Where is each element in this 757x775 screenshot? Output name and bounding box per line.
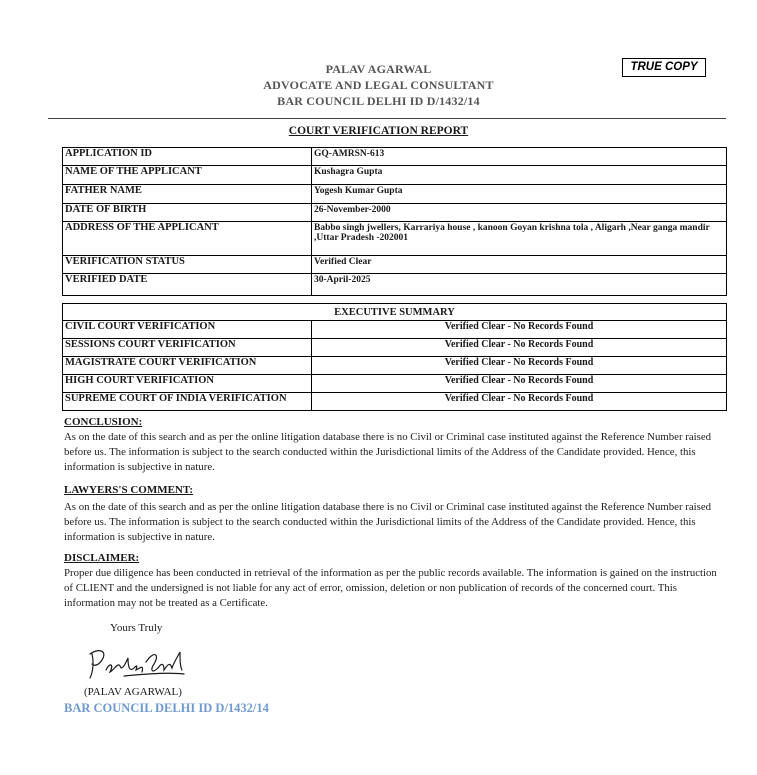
detail-label: APPLICATION ID <box>63 148 312 166</box>
summary-label: SUPREME COURT OF INDIA VERIFICATION <box>63 393 312 411</box>
detail-row-address <box>63 222 727 256</box>
advocate-name: PALAV AGARWAL <box>325 62 432 76</box>
detail-row-date-of-birth <box>63 204 727 222</box>
summary-label: CIVIL COURT VERIFICATION <box>63 321 312 339</box>
detail-label: VERIFICATION STATUS <box>63 256 312 274</box>
summary-header-row <box>63 304 727 321</box>
summary-row-civil <box>63 321 727 339</box>
summary-label: SESSIONS COURT VERIFICATION <box>63 339 312 357</box>
detail-value: 30-April-2025 <box>312 274 727 296</box>
summary-row-supreme-court <box>63 393 727 411</box>
advocate-role: ADVOCATE AND LEGAL CONSULTANT <box>263 78 494 92</box>
detail-value: Yogesh Kumar Gupta <box>312 185 727 204</box>
detail-label: NAME OF THE APPLICANT <box>63 166 312 185</box>
lawyers-comment-heading: LAWYERS'S COMMENT: <box>64 484 194 496</box>
lawyers-comment-text: As on the date of this search and as per the online litigation database there is no Civil or Criminal case instituted against the Reference Number raised before us. The information is subject to the search conducted within the Jurisdictional limits of the Address of the Candidate provided. Hence, this information is subjective in nature. <box>64 501 712 543</box>
detail-label: ADDRESS OF THE APPLICANT <box>63 222 312 256</box>
summary-row-magistrate <box>63 357 727 375</box>
executive-summary-table <box>62 303 727 411</box>
detail-value: Verified Clear <box>312 256 727 274</box>
applicant-details-table <box>62 147 727 296</box>
signatory-bar-id: BAR COUNCIL DELHI ID D/1432/14 <box>64 701 269 715</box>
summary-value: Verified Clear - No Records Found <box>312 357 727 375</box>
signatory-name: (PALAV AGARWAL) <box>84 686 182 698</box>
summary-label: MAGISTRATE COURT VERIFICATION <box>63 357 312 375</box>
header-divider <box>48 118 726 119</box>
detail-value: 26-November-2000 <box>312 204 727 222</box>
detail-label: DATE OF BIRTH <box>63 204 312 222</box>
detail-row-verification-status <box>63 256 727 274</box>
detail-row-father-name <box>63 185 727 204</box>
detail-value: Kushagra Gupta <box>312 166 727 185</box>
report-title: COURT VERIFICATION REPORT <box>288 125 469 137</box>
detail-row-applicant-name <box>63 166 727 185</box>
detail-value: Babbo singh jwellers, Karrariya house , kanoon Goyan krishna tola , Aligarh ,Near ganga mandir ,Uttar Pradesh -202001 <box>312 222 727 256</box>
disclaimer-text: Proper due diligence has been conducted in retrieval of the information as per the public records available. The information is gained on the instruction of CLIENT and the undersigned is not liable for any act of error, omission, deletion or non publication of records of the concerned court. This information may not be treated as a Certificate. <box>64 567 717 609</box>
summary-row-high-court <box>63 375 727 393</box>
conclusion-text: As on the date of this search and as per the online litigation database there is no Civil or Criminal case instituted against the Reference Number raised before us. The information is subject to the search conducted within the Jurisdictional limits of the Address of the Candidate provided. Hence, this information is subjective in nature. <box>64 431 712 473</box>
detail-label: VERIFIED DATE <box>63 274 312 296</box>
summary-label: HIGH COURT VERIFICATION <box>63 375 312 393</box>
advocate-bar-id: BAR COUNCIL DELHI ID D/1432/14 <box>277 94 480 108</box>
detail-value: GQ-AMRSN-613 <box>312 148 727 166</box>
disclaimer-heading: DISCLAIMER: <box>64 552 140 564</box>
detail-row-verified-date <box>63 274 727 296</box>
detail-label: FATHER NAME <box>63 185 312 204</box>
summary-value: Verified Clear - No Records Found <box>312 321 727 339</box>
summary-row-sessions <box>63 339 727 357</box>
conclusion-heading: CONCLUSION: <box>64 416 143 428</box>
summary-value: Verified Clear - No Records Found <box>312 339 727 357</box>
summary-title: EXECUTIVE SUMMARY <box>63 304 727 321</box>
summary-value: Verified Clear - No Records Found <box>312 393 727 411</box>
handwritten-signature <box>84 640 194 684</box>
closing-text: Yours Truly <box>110 622 163 634</box>
detail-row-application-id <box>63 148 727 166</box>
summary-value: Verified Clear - No Records Found <box>312 375 727 393</box>
true-copy-stamp: TRUE COPY <box>622 58 706 77</box>
